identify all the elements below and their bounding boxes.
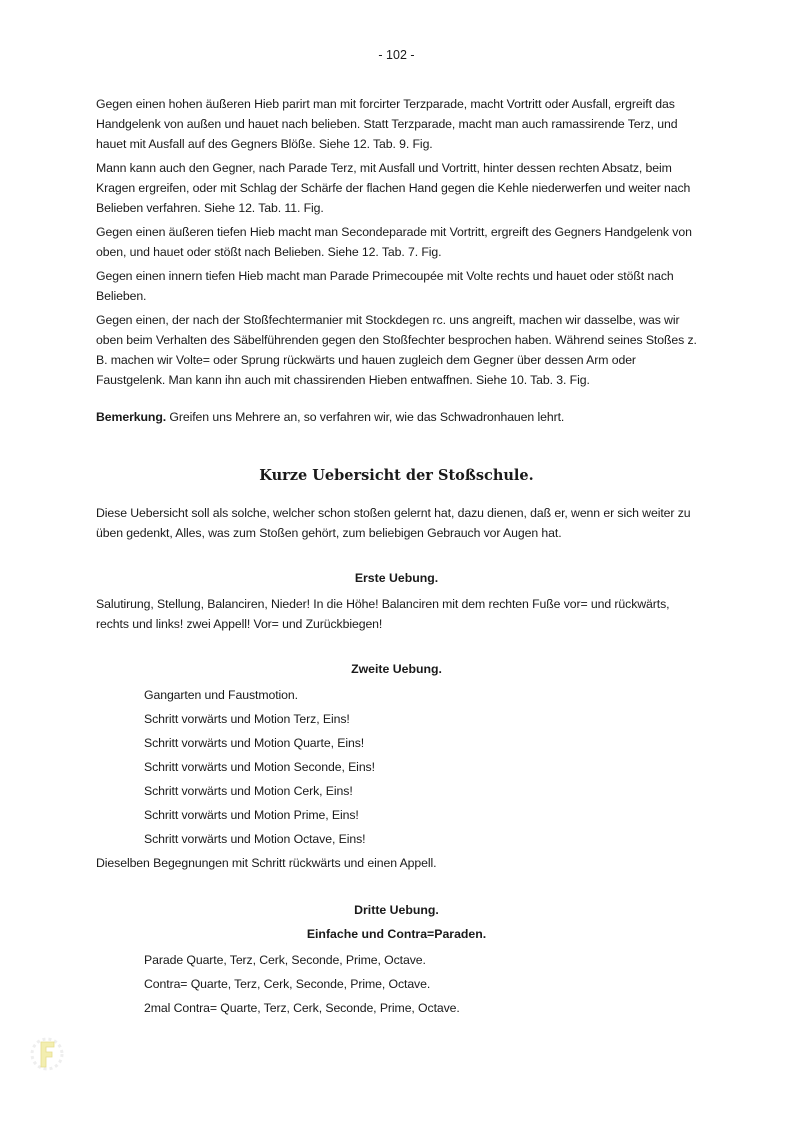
exercise3-subtitle: Einfache und Contra=Paraden. [306,927,487,941]
page-number: - 102 - [378,48,415,62]
exercise2-closing: Dieselben Begegnungen mit Schritt rückwärts und einen Appell. [96,856,437,870]
paragraph: Mann kann auch den Gegner, nach Parade Terz, mit Ausfall und Vortritt, hinter dessen rechten Absatz, beim Kragen ergreifen, oder mit Schlag der Schärfe der flachen Hand gegen die Kehle niederwerfen und weiter nach Belieben verfahren. Siehe 12. Tab. 11. Fig. [96,161,691,215]
intro-paragraph: Diese Uebersicht soll als solche, welcher schon stoßen gelernt hat, dazu dienen, daß er, wenn er sich weiter zu üben gedenkt, Alles, was zum Stoßen gehört, zum beliebigen Gebrauch vor Augen hat. [96,506,691,540]
paragraph: Gegen einen, der nach der Stoßfechtermanier mit Stockdegen rc. uns angreift, machen wir dasselbe, was wir oben beim Verhalten des Säbelführenden gegen den Stoßfechter besprochen haben. Während seines Stoßes z. B. machen wir Volte= oder Sprung rückwärts und hauen zugleich dem Gegner über dessen Arm oder Faustgelenk. Man kann ihn auch mit chassirenden Hieben entwaffnen. Siehe 10. Tab. 3. Fig. [96,313,697,387]
remark-text: Greifen uns Mehrere an, so verfahren wir, wie das Schwadronhauen lehrt. [166,410,565,424]
paragraph: Gegen einen äußeren tiefen Hieb macht man Secondeparade mit Vortritt, ergreift des Gegners Handgelenk von oben, und hauet oder stößt nach Belieben. Siehe 12. Tab. 7. Fig. [96,225,692,259]
list-item: Schritt vorwärts und Motion Terz, Eins! [144,712,350,726]
exercise2-title: Zweite Uebung. [351,662,442,676]
watermark-logo-icon [30,1036,64,1072]
list-item: 2mal Contra= Quarte, Terz, Cerk, Seconde, Prime, Octave. [144,1001,460,1015]
exercise1-title: Erste Uebung. [354,571,439,585]
list-item: Schritt vorwärts und Motion Cerk, Eins! [144,784,353,798]
remark-label: Bemerkung. [96,410,167,424]
section-title: Kurze Uebersicht der Stoßschule. [259,467,534,484]
list-item: Schritt vorwärts und Motion Octave, Eins! [144,832,366,846]
exercise3-list [96,950,700,1022]
exercise1-text: Salutirung, Stellung, Balanciren, Nieder! In die Höhe! Balanciren mit dem rechten Fuße vor= und rückwärts, rechts und links! zwei Appell! Vor= und Zurückbiegen! [96,597,670,631]
list-item: Gangarten und Faustmotion. [144,688,298,702]
list-item: Schritt vorwärts und Motion Prime, Eins! [144,808,359,822]
paragraph: Gegen einen innern tiefen Hieb macht man Parade Primecoupée mit Volte rechts und hauet oder stößt nach Belieben. [96,269,674,303]
list-item: Schritt vorwärts und Motion Quarte, Eins! [144,736,365,750]
exercise2-list [96,685,700,877]
list-item: Schritt vorwärts und Motion Seconde, Eins! [144,760,375,774]
list-item: Parade Quarte, Terz, Cerk, Seconde, Prime, Octave. [144,953,426,967]
exercise3-title: Dritte Uebung. [354,903,439,917]
top-paragraphs [96,94,700,394]
paragraph: Gegen einen hohen äußeren Hieb parirt man mit forcirter Terzparade, macht Vortritt oder Ausfall, ergreift das Handgelenk von außen und hauet nach belieben. Statt Terzparade, macht man auch ramassirende Terz, und hauet mit Ausfall auf des Gegners Blöße. Siehe 12. Tab. 9. Fig. [96,97,678,151]
list-item: Contra= Quarte, Terz, Cerk, Seconde, Prime, Octave. [144,977,431,991]
remark [96,407,700,427]
